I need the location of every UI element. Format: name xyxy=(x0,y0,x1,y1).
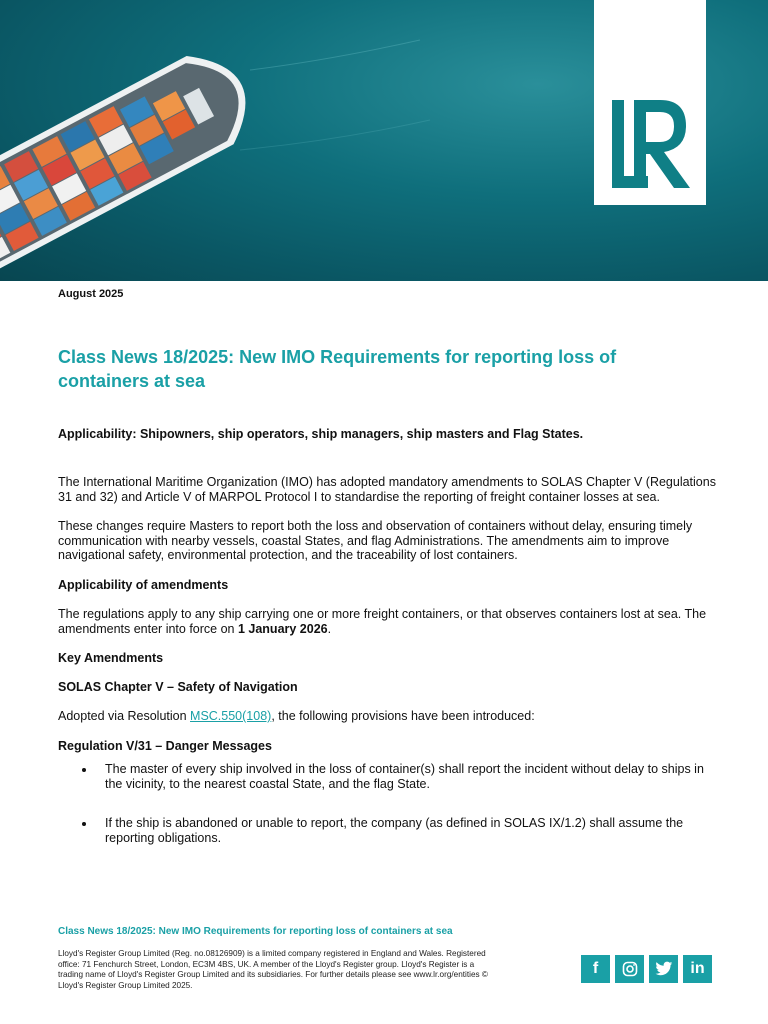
article-body xyxy=(58,475,718,845)
intro-paragraph-1: The International Maritime Organization (IMO) has adopted mandatory amendments to SOLAS Chapter V (Regulations 31 and 32) and Article V of MARPOL Protocol I to standardise the reporting of freight container losses at sea. xyxy=(58,475,716,504)
adopted-paragraph: Adopted via Resolution MSC.550(108), the following provisions have been introduced: xyxy=(58,709,535,723)
applicability-paragraph: The regulations apply to any ship carrying one or more freight containers, or that observes containers lost at sea. The amendments enter into force on 1 January 2026. xyxy=(58,607,707,636)
footer-title: Class News 18/2025: New IMO Requirements for reporting loss of containers at sea xyxy=(58,926,453,937)
key-amendments-heading: Key Amendments xyxy=(58,651,164,665)
page-title: Class News 18/2025: New IMO Requirements for reporting loss of containers at sea xyxy=(58,347,617,391)
hero-image xyxy=(0,0,768,281)
issue-date: August 2025 xyxy=(58,288,124,300)
solas-heading: SOLAS Chapter V – Safety of Navigation xyxy=(58,679,298,694)
twitter-icon[interactable] xyxy=(649,955,678,983)
lr-logo-icon xyxy=(608,96,692,192)
list-item: The master of every ship involved in the loss of container(s) shall report the incident without delay to ships in the vicinity, to the nearest coastal State, and the flag State. xyxy=(58,762,718,791)
entry-into-force-date: 1 January 2026 xyxy=(237,621,328,636)
list-item: If the ship is abandoned or unable to report, the company (as defined in SOLAS IX/1.2) shall assume the reporting obligations. xyxy=(58,816,718,845)
intro-paragraph-2: These changes require Masters to report both the loss and observation of containers without delay, ensuring timely communication with nearby vessels, coastal States, and flag Administrations. The amendments aim to improve navigational safety, environmental protection, and the traceability of lost containers. xyxy=(58,519,693,562)
lr-logo-box xyxy=(594,0,706,205)
bullet-icon xyxy=(82,768,86,772)
applicability-heading: Applicability of amendments xyxy=(58,577,229,592)
footer-legal-text: Lloyd's Register Group Limited (Reg. no.08126909) is a limited company registered in England and Wales. Registered office: 71 Fenchurch Street, London, EC3M 4BS, UK. A member of the Lloyd's Register group. Lloyd's Register is a trading name of Lloyd's Register Group Limited and its subsidiaries. For further details please see www.lr.org/entities © Lloyd's Register Group Limited 2025. xyxy=(58,949,488,990)
resolution-link[interactable]: MSC.550(108) xyxy=(190,709,272,723)
linkedin-icon[interactable]: in xyxy=(683,955,712,983)
regulation-heading: Regulation V/31 – Danger Messages xyxy=(58,738,272,753)
regulation-bullet-list xyxy=(58,762,718,845)
facebook-icon[interactable]: f xyxy=(581,955,610,983)
social-links xyxy=(581,955,712,983)
applicability-statement: Applicability: Shipowners, ship operators, ship managers, ship masters and Flag States. xyxy=(58,427,584,441)
bullet-icon xyxy=(82,822,86,826)
instagram-icon[interactable] xyxy=(615,955,644,983)
